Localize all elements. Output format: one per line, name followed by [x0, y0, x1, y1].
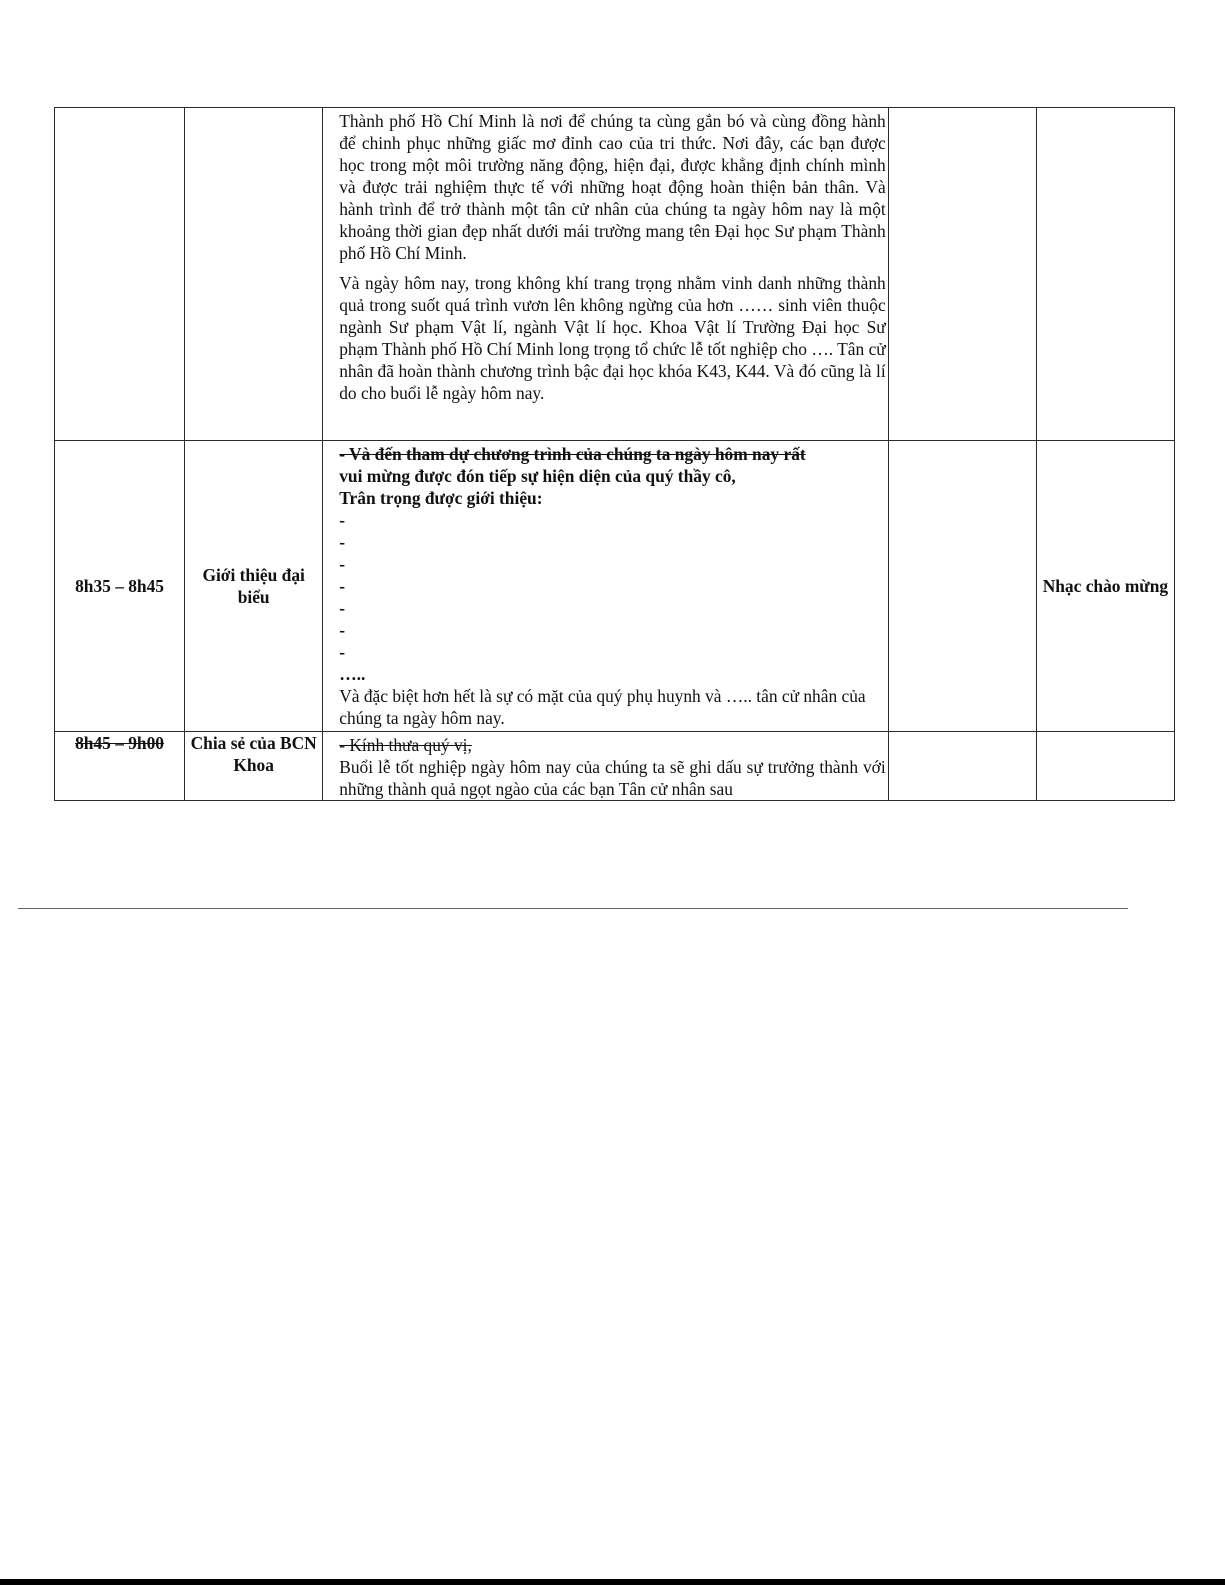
content-cell [323, 441, 889, 732]
note-cell [1036, 732, 1174, 801]
table-row [55, 732, 1175, 801]
activity-cell: Chia sẻ của BCN Khoa [185, 732, 323, 801]
time-cell [55, 108, 185, 441]
table-row [55, 441, 1175, 732]
closing-line: Và đặc biệt hơn hết là sự có mặt của quý phụ huynh và ….. tân cử nhân của chúng ta ngày hôm nay. [339, 686, 866, 728]
time-cell: 8h35 – 8h45 [55, 441, 185, 732]
activity-cell: Giới thiệu đại biểu [185, 441, 323, 732]
content-cell [323, 108, 889, 441]
list-item: - [339, 642, 346, 662]
responsible-cell [888, 108, 1036, 441]
content-cell [323, 732, 889, 801]
note-cell [1036, 108, 1174, 441]
content-paragraph: Buổi lễ tốt nghiệp ngày hôm nay của chúng ta sẽ ghi dấu sự trưởng thành với những thành quả ngọt ngào của các bạn Tân cử nhân sau [339, 757, 886, 799]
responsible-cell [888, 441, 1036, 732]
responsible-cell [888, 732, 1036, 801]
content-paragraph: Và ngày hôm nay, trong không khí trang trọng nhằm vinh danh những thành quả trong suốt quá trình vươn lên không ngừng của hơn …… sinh viên thuộc ngành Sư phạm Vật lí, ngành Vật lí học. Khoa Vật lí Trường Đại học Sư phạm Thành phố Hồ Chí Minh long trọng tổ chức lễ tốt nghiệp cho …. Tân cử nhân đã hoàn thành chương trình bậc đại học khóa K43, K44. Và đó cũng là lí do cho buổi lễ ngày hôm nay. [339, 273, 886, 403]
ellipsis: ….. [339, 664, 366, 684]
time-text: 8h45 – 9h00 [75, 733, 164, 753]
list-item: - [339, 554, 346, 574]
guest-list [339, 509, 886, 663]
greeting-line: - Kính thưa quý vị, [339, 735, 472, 755]
list-item: - [339, 576, 346, 596]
content-paragraph: Thành phố Hồ Chí Minh là nơi để chúng ta cùng gắn bó và cùng đồng hành để chinh phục những giấc mơ đỉnh cao của tri thức. Nơi đây, các bạn được học trong một môi trường năng động, hiện đại, được khẳng định chính mình và được trải nghiệm thực tế với những hoạt động hoàn thiện bản thân. Và hành trình để trở thành một tân cử nhân của chúng ta ngày hôm nay là một khoảng thời gian đẹp nhất dưới mái trường mang tên Đại học Sư phạm Thành phố Hồ Chí Minh. [339, 111, 886, 263]
page-divider [18, 908, 1128, 909]
table-row [55, 108, 1175, 441]
note-cell: Nhạc chào mừng [1036, 441, 1174, 732]
list-item: - [339, 598, 346, 618]
time-cell [55, 732, 185, 801]
list-item: - [339, 620, 346, 640]
page-bottom-edge [0, 1579, 1225, 1585]
intro-heading: Trân trọng được giới thiệu: [339, 488, 543, 508]
intro-line: vui mừng được đón tiếp sự hiện diện của quý thầy cô, [339, 466, 736, 486]
activity-cell [185, 108, 323, 441]
program-schedule-table [54, 107, 1175, 801]
list-item: - [339, 510, 346, 530]
list-item: - [339, 532, 346, 552]
intro-line: - Và đến tham dự chương trình của chúng ta ngày hôm nay rất [339, 444, 806, 464]
